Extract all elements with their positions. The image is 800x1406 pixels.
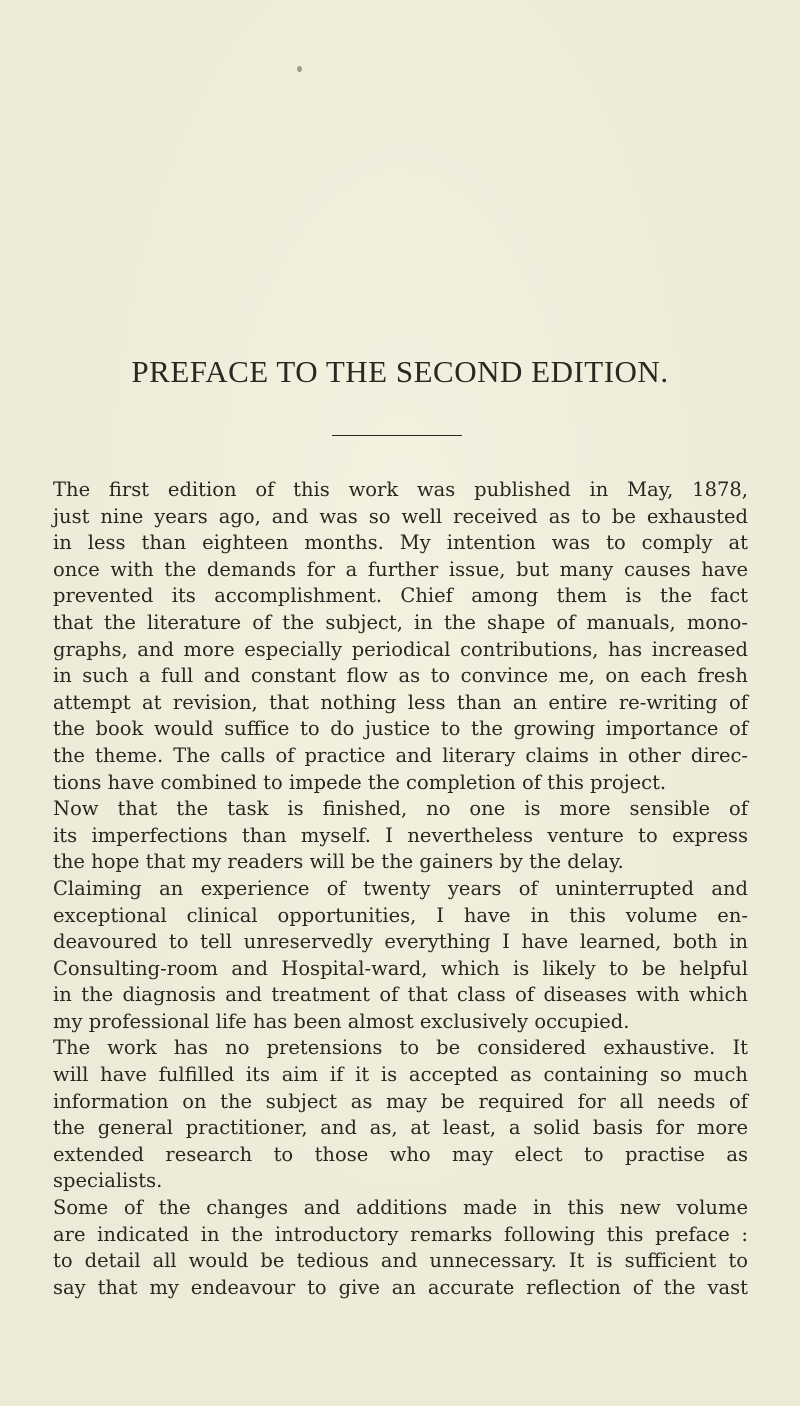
text-line: exceptional clinical opportunities, I have in this volume en- bbox=[53, 903, 748, 927]
text-line: in the diagnosis and treatment of that class of diseases with which bbox=[53, 983, 748, 1007]
text-line: say that my endeavour to give an accurate reflection of the vast bbox=[53, 1275, 748, 1299]
text-line: will have fulfilled its aim if it is accepted as containing so much bbox=[53, 1063, 748, 1087]
page-title: PREFACE TO THE SECOND EDITION. bbox=[131, 354, 669, 389]
text-line: information on the subject as may be required for all needs of bbox=[53, 1089, 748, 1113]
text-line: Now that the task is finished, no one is more sensible of bbox=[53, 797, 748, 821]
text-line: Claiming an experience of twenty years of uninterrupted and bbox=[53, 876, 748, 900]
text-line: The work has no pretensions to be considered exhaustive. It bbox=[53, 1036, 748, 1060]
text-line: once with the demands for a further issue, but many causes have bbox=[53, 557, 748, 581]
text-line: the hope that my readers will be the gainers by the delay. bbox=[53, 850, 624, 874]
text-line: Consulting-room and Hospital-ward, which is likely to be helpful bbox=[53, 956, 748, 980]
text-line: specialists. bbox=[53, 1169, 163, 1193]
text-line: my professional life has been almost exclusively occupied. bbox=[53, 1009, 630, 1033]
text-line: prevented its accomplishment. Chief among them is the fact bbox=[53, 584, 748, 608]
text-line: the theme. The calls of practice and literary claims in other direc- bbox=[53, 743, 748, 767]
text-line: deavoured to tell unreservedly everything I have learned, both in bbox=[53, 930, 748, 954]
text-line: the book would suffice to do justice to the growing importance of bbox=[53, 717, 748, 741]
text-line: that the literature of the subject, in the shape of manuals, mono- bbox=[53, 610, 748, 634]
text-line: to detail all would be tedious and unnecessary. It is sufficient to bbox=[53, 1249, 748, 1273]
text-line: are indicated in the introductory remarks following this preface : bbox=[53, 1222, 748, 1246]
text-line: tions have combined to impede the completion of this project. bbox=[53, 770, 667, 794]
text-line: attempt at revision, that nothing less than an entire re-writing of bbox=[53, 690, 748, 714]
title-rule bbox=[332, 435, 462, 436]
text-line: just nine years ago, and was so well received as to be exhausted bbox=[53, 504, 748, 528]
text-line: Some of the changes and additions made in this new volume bbox=[53, 1196, 748, 1220]
text-line: in such a full and constant flow as to convince me, on each fresh bbox=[53, 664, 748, 688]
paper-speck bbox=[297, 66, 302, 72]
text-line: the general practitioner, and as, at least, a solid basis for more bbox=[53, 1116, 748, 1140]
preface-text bbox=[53, 477, 748, 1301]
text-line: The first edition of this work was published in May, 1878, bbox=[53, 478, 748, 501]
text-line: its imperfections than myself. I nevertheless venture to express bbox=[53, 823, 748, 847]
text-line: extended research to those who may elect to practise as bbox=[53, 1142, 748, 1166]
text-line: in less than eighteen months. My intention was to comply at bbox=[53, 531, 748, 555]
text-line: graphs, and more especially periodical contributions, has increased bbox=[53, 637, 748, 661]
